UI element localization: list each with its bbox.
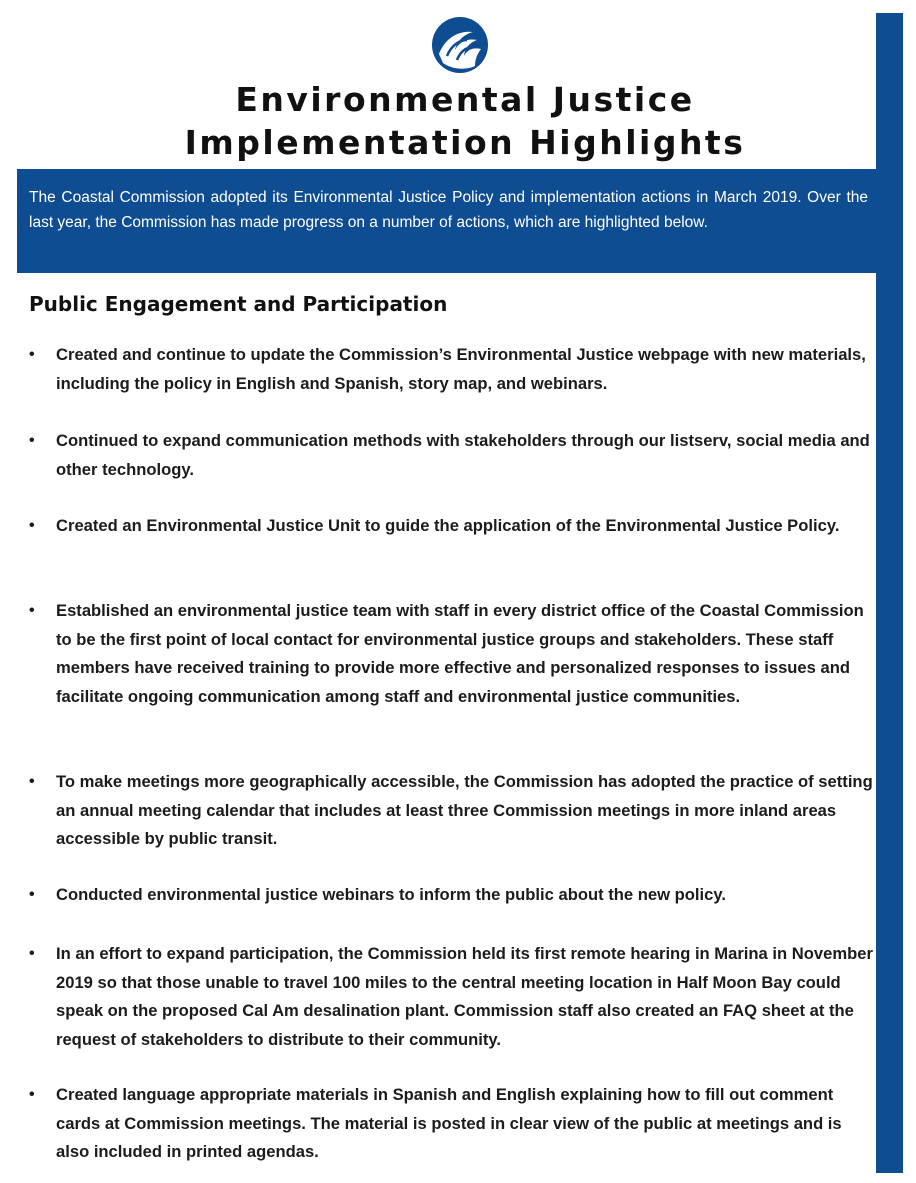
title-line-1: Environmental Justice <box>235 80 695 119</box>
list-item: • Created and continue to update the Commission’s Environmental Justice webpage with new materials, including the policy in English and Spanish, story map, and webinars. <box>56 341 876 398</box>
list-item: • Conducted environmental justice webinars to inform the public about the new policy. <box>56 881 876 910</box>
list-item: • To make meetings more geographically accessible, the Commission has adopted the practice of setting an annual meeting calendar that includes at least three Commission meetings in more inland areas accessible by public transit. <box>56 768 876 854</box>
list-item: • Created language appropriate materials in Spanish and English explaining how to fill out comment cards at Commission meetings. The material is posted in clear view of the public at meetings and is also included in printed agendas. <box>56 1081 876 1167</box>
list-item: • Continued to expand communication methods with stakeholders through our listserv, social media and other technology. <box>56 427 876 484</box>
intro-banner: The Coastal Commission adopted its Environmental Justice Policy and implementation actions in March 2019. Over the last year, the Commission has made progress on a number of actions, which are highlighted below. <box>17 169 876 273</box>
list-item: • Established an environmental justice team with staff in every district office of the Coastal Commission to be the first point of local contact for environmental justice groups and stakeholders. These staff members have received training to provide more effective and personalized responses to issues and facilitate ongoing communication among staff and environmental justice communities. <box>56 597 876 711</box>
list-item: • Created an Environmental Justice Unit to guide the application of the Environmental Justice Policy. <box>56 512 876 541</box>
title-line-2: Implementation Highlights <box>184 123 746 162</box>
section-heading: Public Engagement and Participation <box>29 292 448 316</box>
list-item: • In an effort to expand participation, the Commission held its first remote hearing in Marina in November 2019 so that those unable to travel 100 miles to the central meeting location in Half Moon Bay could speak on the proposed Cal Am desalination plant. Commission staff also created an FAQ sheet at the request of stakeholders to distribute to their community. <box>56 940 876 1054</box>
